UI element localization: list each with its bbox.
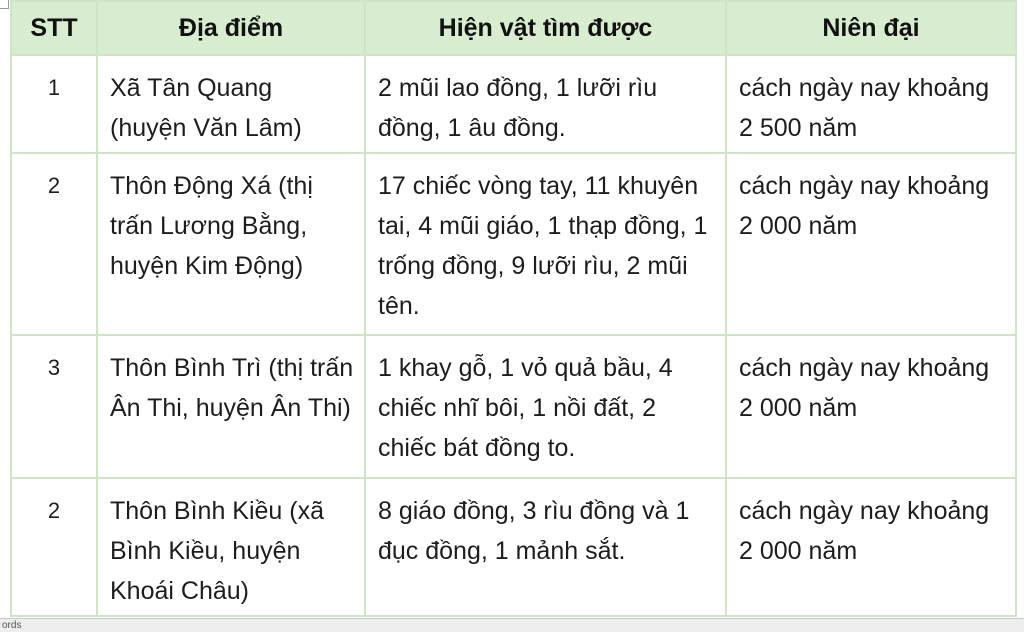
header-stt: STT xyxy=(11,1,97,55)
cell-artifacts: 8 giáo đồng, 3 rìu đồng và 1 đục đồng, 1 mảnh sắt. xyxy=(365,478,726,616)
cell-location: Thôn Động Xá (thị trấn Lương Bằng, huyện Kim Động) xyxy=(97,153,365,335)
table-header-row xyxy=(11,1,1016,55)
cell-era: cách ngày nay khoảng 2 000 năm xyxy=(726,153,1016,335)
header-era: Niên đại xyxy=(726,1,1016,55)
cell-location: Thôn Bình Kiều (xã Bình Kiều, huyện Khoái Châu) xyxy=(97,478,365,616)
cell-era: cách ngày nay khoảng 2 000 năm xyxy=(726,478,1016,616)
cell-location: Xã Tân Quang (huyện Văn Lâm) xyxy=(97,55,365,153)
cell-stt: 2 xyxy=(11,153,97,335)
header-artifacts: Hiện vật tìm được xyxy=(365,1,726,55)
table-row xyxy=(11,478,1016,616)
cell-artifacts: 1 khay gỗ, 1 vỏ quả bầu, 4 chiếc nhĩ bôi, 1 nồi đất, 2 chiếc bát đồng to. xyxy=(365,335,726,478)
table-move-handle[interactable] xyxy=(0,0,9,9)
cell-era: cách ngày nay khoảng 2 000 năm xyxy=(726,335,1016,478)
table-row xyxy=(11,153,1016,335)
cell-stt: 2 xyxy=(11,478,97,616)
status-bar xyxy=(0,618,1024,632)
cell-stt: 1 xyxy=(11,55,97,153)
cell-artifacts: 2 mũi lao đồng, 1 lưỡi rìu đồng, 1 âu đồng. xyxy=(365,55,726,153)
header-location: Địa điểm xyxy=(97,1,365,55)
cell-era: cách ngày nay khoảng 2 500 năm xyxy=(726,55,1016,153)
table-row xyxy=(11,55,1016,153)
cell-stt: 3 xyxy=(11,335,97,478)
artifacts-table xyxy=(10,0,1017,617)
cell-location: Thôn Bình Trì (thị trấn Ân Thi, huyện Ân Thi) xyxy=(97,335,365,478)
status-bar-text: ords xyxy=(2,620,22,631)
cell-artifacts: 17 chiếc vòng tay, 11 khuyên tai, 4 mũi giáo, 1 thạp đồng, 1 trống đồng, 9 lưỡi rìu, 2 mũi tên. xyxy=(365,153,726,335)
table-row xyxy=(11,335,1016,478)
